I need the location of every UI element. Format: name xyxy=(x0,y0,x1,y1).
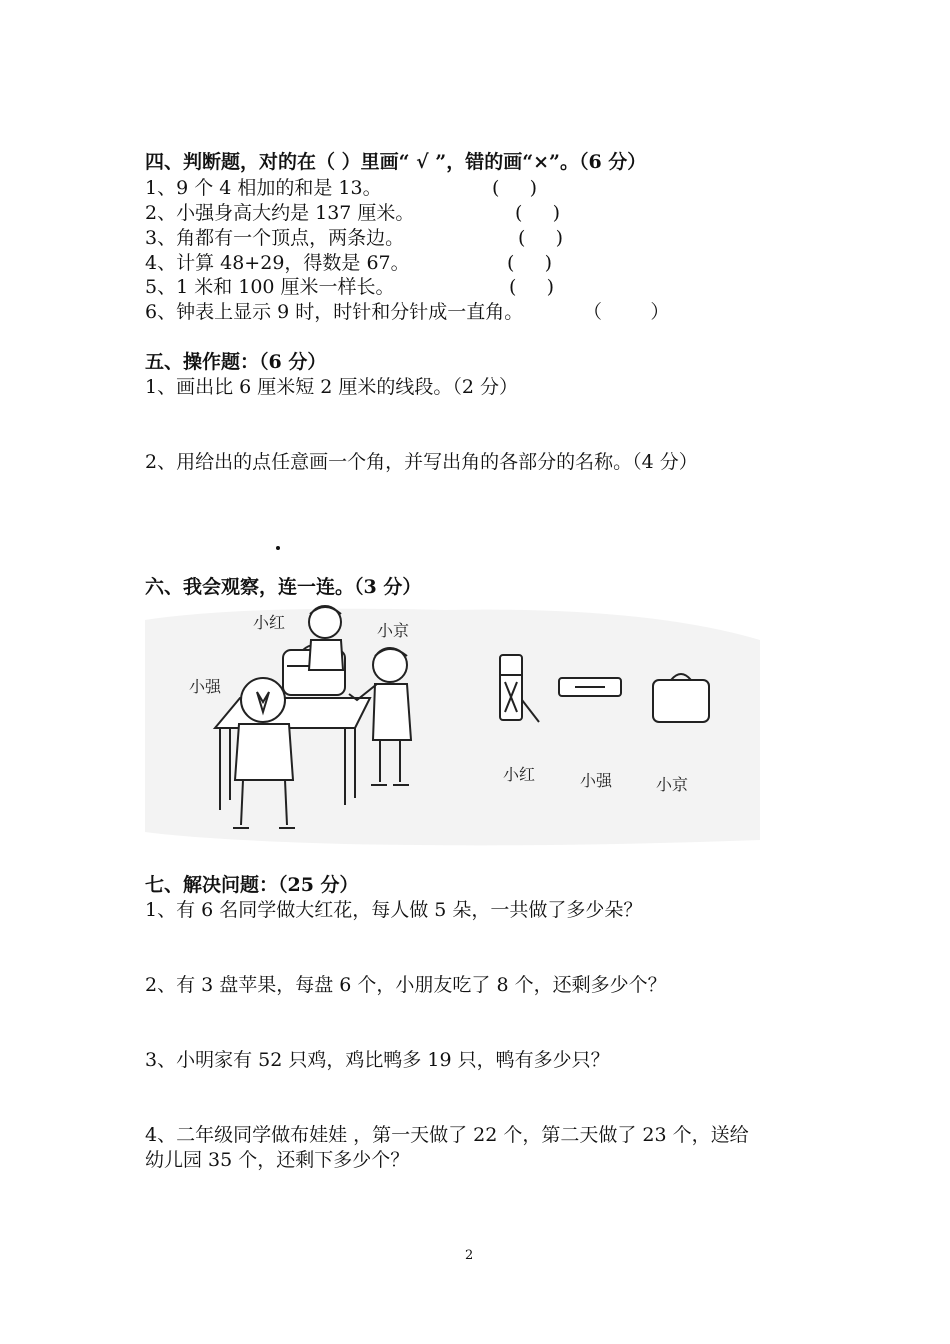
judge-item-3: 3、角都有一个顶点，两条边。 xyxy=(145,227,405,249)
section-6-title: 六、我会观察，连一连。（3 分） xyxy=(145,576,422,598)
judge-answer-6[interactable]: （ ） xyxy=(583,301,670,323)
bottom-label-3[interactable]: 小京 xyxy=(656,775,689,794)
label-xiaoqiang: 小强 xyxy=(189,677,222,696)
label-xiaohong: 小红 xyxy=(253,613,286,632)
judge-answer-1[interactable]: ( ) xyxy=(492,177,538,199)
problem-1: 1、有 6 名同学做大红花，每人做 5 朵，一共做了多少朵？ xyxy=(145,899,643,921)
judge-item-2: 2、小强身高大约是 137 厘米。 xyxy=(145,202,415,224)
judge-answer-3[interactable]: ( ) xyxy=(518,227,564,249)
bottom-label-1[interactable]: 小红 xyxy=(503,765,536,784)
judge-answer-5[interactable]: ( ) xyxy=(509,276,555,298)
judge-item-4: 4、计算 48+29，得数是 67。 xyxy=(145,252,410,274)
problem-3: 3、小明家有 52 只鸡，鸡比鸭多 19 只，鸭有多少只？ xyxy=(145,1049,610,1071)
problem-2: 2、有 3 盘苹果，每盘 6 个，小朋友吃了 8 个，还剩多少个？ xyxy=(145,974,667,996)
given-point[interactable] xyxy=(276,546,280,550)
judge-item-5: 5、1 米和 100 厘米一样长。 xyxy=(145,276,395,298)
section-4-title: 四、判断题，对的在（ ）里画“ √ ”，错的画“×”。（6 分） xyxy=(145,151,647,173)
problem-4-line-2: 幼儿园 35 个，还剩下多少个？ xyxy=(145,1149,410,1171)
bottom-label-2[interactable]: 小强 xyxy=(580,771,613,790)
judge-item-6: 6、钟表上显示 9 时，时针和分针成一直角。 xyxy=(145,301,524,323)
label-xiaojing: 小京 xyxy=(377,621,410,640)
judge-answer-4[interactable]: ( ) xyxy=(507,252,553,274)
operation-item-1: 1、画出比 6 厘米短 2 厘米的线段。（2 分） xyxy=(145,376,519,398)
section-7-title: 七、解决问题：（25 分） xyxy=(145,874,359,896)
operation-item-2: 2、用给出的点任意画一个角，并写出角的各部分的名称。（4 分） xyxy=(145,451,698,473)
judge-answer-2[interactable]: ( ) xyxy=(515,202,561,224)
judge-item-1: 1、9 个 4 相加的和是 13。 xyxy=(145,177,382,199)
problem-4-line-1: 4、二年级同学做布娃娃 ，第一天做了 22 个，第二天做了 23 个，送给 xyxy=(145,1124,749,1146)
section-5-title: 五、操作题：（6 分） xyxy=(145,351,327,373)
observation-illustration xyxy=(145,600,765,850)
page-number: 2 xyxy=(465,1248,474,1263)
